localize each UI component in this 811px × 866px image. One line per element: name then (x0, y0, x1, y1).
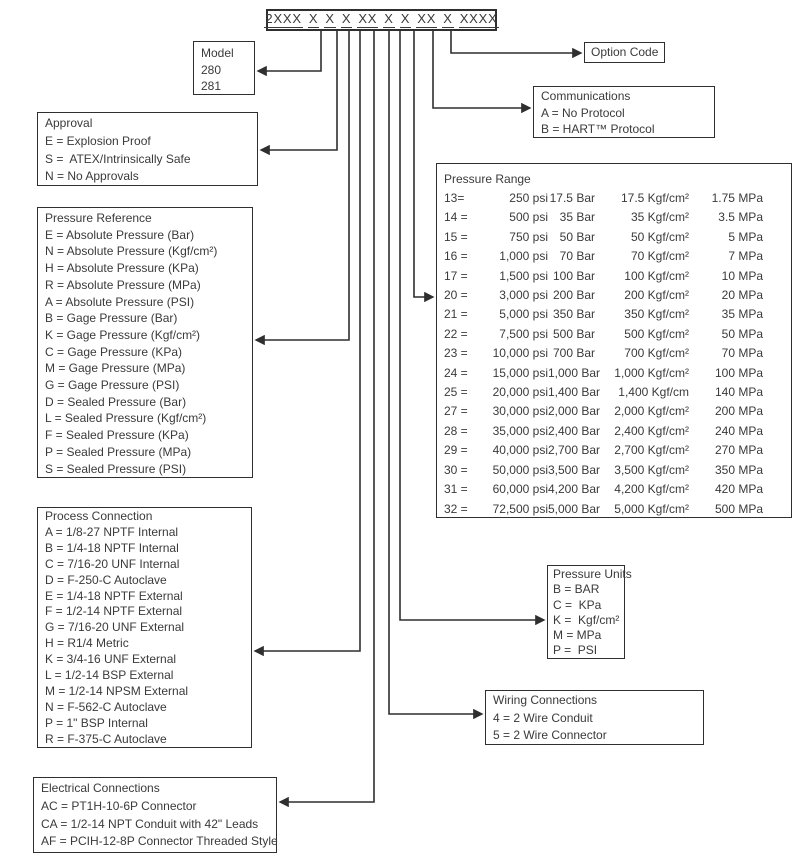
pressure-reference-option: H = Absolute Pressure (KPa) (45, 261, 199, 276)
range-bar: 350 Bar (552, 307, 595, 322)
model-title: Model (201, 46, 234, 60)
pressure-reference-option: R = Absolute Pressure (MPa) (45, 277, 201, 292)
range-kgf: 1,000 Kgf/cm² (614, 365, 689, 380)
pressure-range-row (444, 267, 791, 286)
model-option: 280 (201, 62, 222, 77)
communications-option: B = HART™ Protocol (541, 122, 655, 137)
pressure-units-option: B = BAR (553, 582, 600, 597)
code-segment: XXXX (459, 11, 498, 26)
range-code: 24 = (444, 365, 468, 380)
electrical-connections-option: CA = 1/2-14 NPT Conduit with 42" Leads (41, 816, 259, 831)
process-connection-box (37, 507, 252, 748)
pressure-units-option: C = KPa (553, 597, 602, 612)
range-bar: 17.5 Bar (549, 191, 595, 205)
wiring-connections-option: 5 = 2 Wire Connector (493, 728, 607, 742)
electrical-connections-option: AF = PCIH-12-8P Connector Threaded Style (41, 834, 278, 849)
approval-title: Approval (45, 116, 93, 130)
process-connection-option: A = 1/8-27 NPTF Internal (45, 524, 179, 539)
pressure-reference-option: K = Gage Pressure (Kgf/cm²) (45, 327, 201, 342)
range-psi: 35,000 psi (492, 423, 548, 438)
range-mpa: 3.5 MPa (718, 210, 763, 225)
model-option: 281 (201, 79, 222, 93)
pressure-reference-option: D = Sealed Pressure (Bar) (45, 394, 187, 409)
electrical-connections-title: Electrical Connections (41, 781, 160, 795)
pressure-range-row (444, 208, 791, 227)
communications-title: Communications (541, 89, 631, 103)
approval-option: S = ATEX/Intrinsically Safe (45, 151, 191, 166)
range-kgf: 100 Kgf/cm² (624, 268, 689, 283)
pressure-range-row (444, 305, 791, 324)
pressure-units-box (547, 565, 632, 659)
range-bar: 4,200 Bar (548, 482, 601, 497)
range-bar: 700 Bar (552, 346, 595, 361)
pressure-reference-option: E = Absolute Pressure (Bar) (45, 227, 195, 242)
pressure-range-row (444, 189, 791, 208)
range-psi: 750 psi (509, 229, 548, 244)
range-kgf: 17.5 Kgf/cm² (620, 191, 689, 205)
range-kgf: 5,000 Kgf/cm² (614, 501, 689, 516)
pressure-reference-box (37, 207, 253, 478)
range-psi: 20,000 psi (492, 385, 548, 400)
process-connection-option: G = 7/16-20 UNF External (45, 620, 185, 635)
process-connection-option: P = 1" BSP Internal (45, 715, 148, 730)
range-mpa: 50 MPa (721, 326, 763, 341)
pressure-range-row (444, 402, 791, 421)
connector-option-code (451, 31, 581, 53)
pressure-reference-option: S = Sealed Pressure (PSI) (45, 461, 187, 476)
pressure-units-option: M = MPa (553, 628, 602, 643)
wiring-connections-box (485, 690, 704, 745)
range-kgf: 500 Kgf/cm² (624, 326, 689, 341)
range-psi: 10,000 psi (492, 346, 548, 361)
range-code: 21 = (444, 307, 468, 322)
range-mpa: 7 MPa (728, 249, 763, 264)
range-psi: 72,500 psi (492, 501, 548, 516)
range-bar: 2,400 Bar (548, 423, 601, 438)
range-kgf: 3,500 Kgf/cm² (614, 462, 689, 477)
range-code: 32 = (444, 501, 468, 516)
range-code: 29 = (444, 443, 468, 458)
range-psi: 30,000 psi (492, 404, 548, 419)
range-kgf: 200 Kgf/cm² (624, 288, 689, 303)
range-psi: 1,000 psi (499, 249, 548, 264)
pressure-units-title: Pressure Units (553, 567, 632, 581)
pressure-range-row (444, 286, 791, 305)
range-code: 31 = (444, 482, 468, 497)
code-segment: XX (358, 11, 378, 26)
connector-pressure-range (414, 31, 433, 297)
code-segment: XX (417, 11, 437, 26)
range-kgf: 2,000 Kgf/cm² (614, 404, 689, 419)
range-mpa: 20 MPa (721, 288, 763, 303)
range-bar: 35 Bar (559, 210, 595, 225)
pressure-reference-option: B = Gage Pressure (Bar) (45, 311, 178, 326)
pressure-range-row (444, 461, 791, 480)
range-psi: 5,000 psi (499, 307, 548, 322)
range-mpa: 500 MPa (714, 501, 763, 516)
pressure-reference-option: F = Sealed Pressure (KPa) (45, 428, 189, 443)
range-bar: 50 Bar (559, 229, 595, 244)
pressure-reference-option: M = Gage Pressure (MPa) (45, 361, 186, 376)
process-connection-option: E = 1/4-18 NPTF External (45, 588, 183, 603)
process-connection-option: H = R1/4 Metric (45, 636, 129, 651)
range-mpa: 10 MPa (721, 268, 763, 283)
approval-box (37, 112, 258, 186)
range-bar: 3,500 Bar (548, 462, 601, 477)
range-bar: 70 Bar (559, 249, 595, 264)
range-code: 13= (444, 191, 465, 205)
range-code: 22 = (444, 326, 468, 341)
pressure-range-row (444, 383, 791, 402)
communications-option: A = No Protocol (541, 105, 625, 120)
code-segment: X (443, 11, 453, 26)
model-box (193, 41, 255, 95)
range-code: 15 = (444, 229, 468, 244)
pressure-units-option: P = PSI (553, 643, 598, 658)
approval-option: N = No Approvals (45, 169, 139, 184)
range-code: 23 = (444, 346, 468, 361)
connector-process-connection (255, 31, 360, 651)
pressure-reference-option: C = Gage Pressure (KPa) (45, 344, 183, 359)
pressure-range-title: Pressure Range (444, 172, 531, 186)
range-psi: 500 psi (509, 210, 548, 225)
pressure-units-option: K = Kgf/cm² (553, 612, 620, 627)
connector-approval (261, 31, 337, 150)
process-connection-title: Process Connection (45, 509, 153, 523)
communications-box (533, 86, 715, 138)
pressure-range-row (444, 500, 791, 519)
connector-pressure-reference (256, 31, 349, 340)
range-kgf: 35 Kgf/cm² (630, 210, 689, 225)
range-mpa: 100 MPa (714, 365, 763, 380)
process-connection-option: R = F-375-C Autoclave (45, 731, 167, 746)
range-code: 28 = (444, 423, 468, 438)
pressure-range-row (444, 441, 791, 460)
range-kgf: 70 Kgf/cm² (630, 249, 689, 264)
pressure-reference-option: P = Sealed Pressure (MPa) (45, 444, 192, 459)
range-mpa: 420 MPa (714, 482, 763, 497)
process-connection-option: C = 7/16-20 UNF Internal (45, 556, 180, 571)
option-code-title: Option Code (591, 45, 659, 59)
range-code: 17 = (444, 268, 468, 283)
wiring-connections-option: 4 = 2 Wire Conduit (493, 710, 593, 725)
code-segment: X (384, 11, 394, 26)
electrical-connections-box (33, 777, 277, 853)
range-kgf: 700 Kgf/cm² (624, 346, 689, 361)
range-psi: 15,000 psi (492, 365, 548, 380)
range-code: 25 = (444, 385, 468, 400)
range-bar: 2,700 Bar (548, 443, 601, 458)
range-bar: 1,400 Bar (548, 385, 601, 400)
range-kgf: 2,400 Kgf/cm² (614, 423, 689, 438)
code-segment: X (325, 11, 335, 26)
connector-model (258, 31, 321, 71)
process-connection-option: K = 3/4-16 UNF External (45, 652, 177, 667)
range-mpa: 140 MPa (714, 385, 763, 400)
range-code: 27 = (444, 404, 468, 419)
process-connection-option: L = 1/2-14 BSP External (45, 668, 174, 683)
range-mpa: 200 MPa (714, 404, 763, 419)
pressure-range-row (444, 364, 791, 383)
pressure-range-box (436, 163, 792, 518)
range-bar: 5,000 Bar (548, 501, 601, 516)
range-kgf: 1,400 Kgf/cm (618, 385, 689, 400)
pressure-reference-option: G = Gage Pressure (PSI) (45, 378, 180, 393)
range-code: 16 = (444, 249, 468, 264)
process-connection-option: D = F-250-C Autoclave (45, 572, 167, 587)
code-segment: X (341, 11, 352, 26)
range-psi: 250 psi (509, 191, 548, 205)
range-kgf: 2,700 Kgf/cm² (614, 443, 689, 458)
range-kgf: 350 Kgf/cm² (624, 307, 689, 322)
range-bar: 1,000 Bar (548, 365, 601, 380)
range-bar: 200 Bar (552, 288, 595, 303)
range-mpa: 270 MPa (714, 443, 763, 458)
code-segment: X (308, 11, 319, 26)
range-mpa: 35 MPa (721, 307, 763, 322)
range-mpa: 350 MPa (714, 462, 763, 477)
range-psi: 3,000 psi (499, 288, 548, 303)
range-psi: 1,500 psi (499, 268, 548, 283)
range-bar: 2,000 Bar (548, 404, 601, 419)
range-mpa: 5 MPa (728, 229, 763, 244)
process-connection-option: B = 1/4-18 NPTF Internal (45, 540, 179, 555)
pressure-reference-option: A = Absolute Pressure (PSI) (45, 294, 195, 309)
code-segment: X (400, 11, 411, 26)
approval-option: E = Explosion Proof (45, 133, 151, 148)
process-connection-option: N = F-562-C Autoclave (45, 699, 167, 714)
range-psi: 40,000 psi (492, 443, 548, 458)
range-mpa: 70 MPa (721, 346, 763, 361)
range-bar: 500 Bar (552, 326, 595, 341)
connector-communications (433, 31, 530, 108)
option-code-box (584, 42, 665, 63)
range-code: 14 = (444, 210, 468, 225)
process-connection-option: F = 1/2-14 NPTF External (45, 604, 183, 619)
range-psi: 7,500 psi (499, 326, 548, 341)
connector-electrical-connections (280, 31, 374, 802)
pressure-range-row (444, 247, 791, 266)
range-mpa: 1.75 MPa (711, 191, 763, 205)
pressure-reference-option: L = Sealed Pressure (Kgf/cm²) (45, 411, 207, 426)
range-kgf: 50 Kgf/cm² (630, 229, 689, 244)
range-mpa: 240 MPa (714, 423, 763, 438)
pressure-range-row (444, 422, 791, 441)
range-kgf: 4,200 Kgf/cm² (614, 482, 689, 497)
code-segment: 2XXX (265, 11, 302, 26)
electrical-connections-option: AC = PT1H-10-6P Connector (41, 798, 197, 813)
part-number-code-box (266, 9, 497, 31)
range-psi: 60,000 psi (492, 482, 548, 497)
process-connection-option: M = 1/2-14 NPSM External (45, 683, 189, 698)
range-bar: 100 Bar (552, 268, 595, 283)
pressure-reference-option: N = Absolute Pressure (Kgf/cm²) (45, 244, 218, 259)
wiring-connections-title: Wiring Connections (493, 693, 598, 707)
pressure-range-row (444, 228, 791, 247)
range-code: 20 = (444, 288, 468, 303)
range-code: 30 = (444, 462, 468, 477)
pressure-range-row (444, 480, 791, 499)
pressure-reference-title: Pressure Reference (45, 211, 152, 225)
pressure-range-row (444, 344, 791, 363)
range-psi: 50,000 psi (492, 462, 548, 477)
pressure-range-row (444, 325, 791, 344)
